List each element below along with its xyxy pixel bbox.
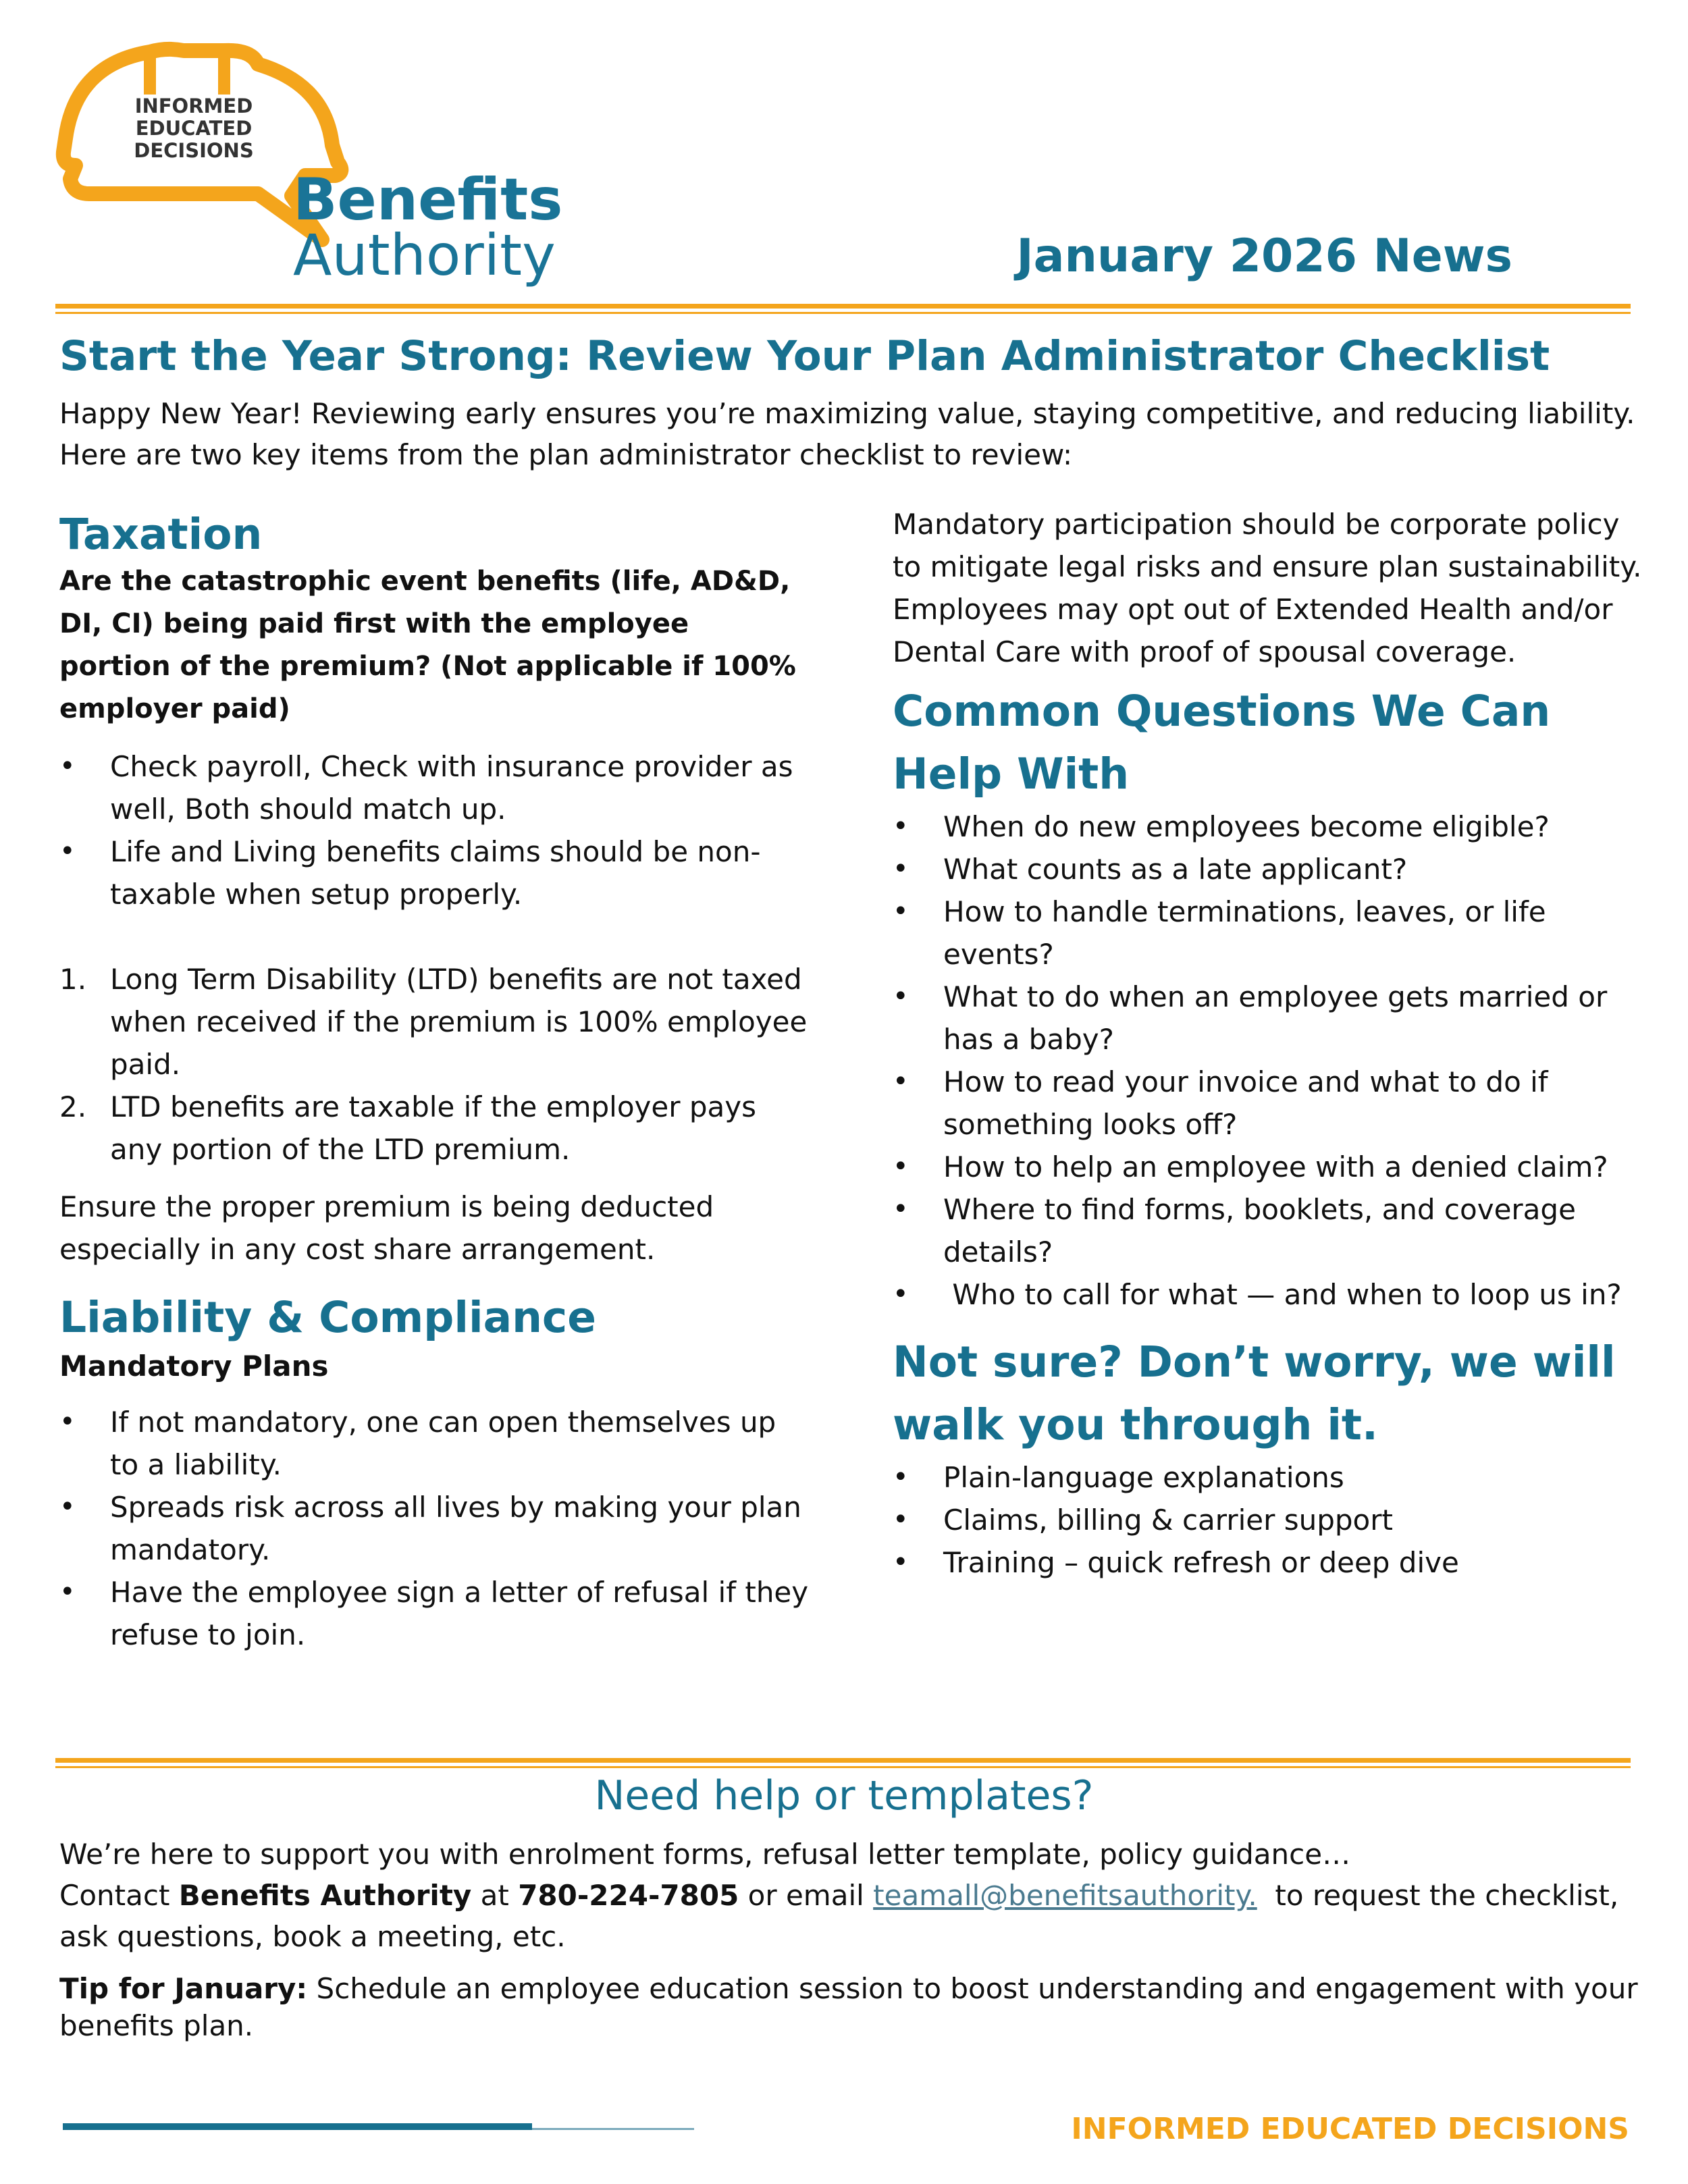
list-item [893,1456,1649,1499]
list-item [893,1541,1649,1584]
liability-heading: Liability & Compliance [59,1293,597,1342]
not-sure-list [893,1456,1649,1584]
bullet-marker: • [893,1547,909,1578]
bullet-marker: • [59,1491,76,1522]
liability-subheading: Mandatory Plans [59,1350,329,1383]
taxation-note: Ensure the proper premium is being deducted especially in any cost share arrangement. [59,1190,714,1266]
bullet-marker: • [893,981,909,1012]
list-item-text: How to help an employee with a denied claim? [943,1150,1608,1183]
tip-text: Schedule an employee education session to boost understanding and engagement with your benefits plan. [59,1972,1638,2042]
list-item [59,830,809,915]
help-title: Need help or templates? [594,1772,1094,1819]
list-item-text: Plain-language explanations [943,1461,1344,1494]
list-item-text: What to do when an employee gets married or has a baby? [943,980,1608,1056]
list-item-text: Spreads risk across all lives by making your plan mandatory. [110,1491,801,1566]
bullet-marker: • [893,1194,909,1225]
taxation-question: Are the catastrophic event benefits (life, AD&D, DI, CI) being paid first with the employee portion of the premium? (Not applicable if 100% employer paid) [59,566,796,724]
list-item-text: Check payroll, Check with insurance provider as well, Both should match up. [110,750,793,826]
list-item-text: Training – quick refresh or deep dive [943,1546,1459,1579]
common-questions-list [893,805,1649,1316]
list-item [59,745,809,830]
list-item [893,976,1649,1061]
list-item-text: Have the employee sign a letter of refusal if they refuse to join. [110,1576,809,1651]
list-item-text: Life and Living benefits claims should be non-taxable when setup properly. [110,835,761,911]
help-line: We’re here to support you with enrolment forms, refusal letter template, policy guidance… [59,1838,1351,1871]
list-item [59,1486,809,1571]
help-section [59,1834,1639,1957]
logo-tagline-2: EDUCATED [135,117,253,140]
taxation-numbered-list [59,958,809,1171]
bullet-marker: • [59,836,76,867]
footer-accent-bar [63,2123,532,2130]
bullet-marker: • [893,1066,909,1097]
contact-prefix: Contact [59,1879,179,1912]
company-name: Benefits Authority [178,1879,472,1912]
list-item-text: How to handle terminations, leaves, or life events? [943,895,1546,971]
taxation-heading: Taxation [59,510,263,559]
list-item-text: When do new employees become eligible? [943,810,1550,843]
benefits-authority-logo [55,37,596,287]
list-item [893,1188,1649,1273]
list-item [59,1571,809,1656]
help-divider [55,1758,1631,1768]
contact-suffix: to request the checklist, ask questions, book a meeting, etc. [59,1879,1628,1953]
list-item-text: Where to find forms, booklets, and coverage details? [943,1193,1576,1269]
header-divider [55,304,1631,314]
not-sure-heading: Not sure? Don’t worry, we will walk you through it. [893,1337,1616,1449]
bullet-marker: • [893,1504,909,1535]
bullet-marker: • [893,1151,909,1182]
list-item [893,1273,1649,1316]
logo-tagline-1: INFORMED [134,95,253,117]
contact-or-email: or email [739,1879,874,1912]
list-item-text: Claims, billing & carrier support [943,1503,1393,1537]
logo-graphic [55,37,596,287]
list-item [893,1499,1649,1541]
contact-line [59,1875,1639,1957]
participation-paragraph: Mandatory participation should be corporate policy to mitigate legal risks and ensure plan sustainability. Employees may opt out of Extended Health and/or Dental Care with proof of spousal coverage. [893,508,1642,668]
list-item-text: Long Term Disability (LTD) benefits are not taxed when received if the premium is 100% employee paid. [110,963,808,1081]
list-item [59,1401,809,1486]
list-item-text: LTD benefits are taxable if the employer pays any portion of the LTD premium. [110,1090,756,1166]
bullet-marker: • [59,751,76,782]
tip-paragraph [59,1970,1639,2044]
taxation-bullets [59,745,809,915]
email-link[interactable]: teamall@benefitsauthority. [873,1879,1257,1912]
list-item [893,1146,1649,1188]
phone-number: 780-224-7805 [518,1879,739,1912]
common-questions-heading: Common Questions We Can Help With [893,687,1551,799]
bullet-marker: • [893,853,909,884]
logo-tagline-3: DECISIONS [134,139,254,162]
list-item [893,805,1649,848]
logo-brand-authority: Authority [293,222,556,287]
bullet-marker: • [893,811,909,842]
right-column [893,503,1649,1584]
newsletter-title: January 2026 News [1016,230,1512,283]
intro-paragraph: Happy New Year! Reviewing early ensures you’re maximizing value, staying competitive, and reducing liability. Here are two key items from the plan administrator checklist to review: [59,397,1635,471]
logo-brand-benefits: Benefits [293,166,563,234]
list-item [59,1086,809,1171]
list-item [893,1061,1649,1146]
main-heading: Start the Year Strong: Review Your Plan Administrator Checklist [59,332,1550,380]
contact-at: at [471,1879,519,1912]
list-item-text: Who to call for what — and when to loop us in? [943,1278,1622,1311]
bullet-marker: • [893,1279,909,1310]
tip-label: Tip for January: [59,1972,308,2005]
list-item-text: What counts as a late applicant? [943,853,1408,886]
list-number: 1. [59,963,87,996]
liability-bullets [59,1401,809,1656]
bullet-marker: • [59,1576,76,1607]
list-item [893,848,1649,890]
bullet-marker: • [59,1406,76,1437]
list-item-text: How to read your invoice and what to do if something looks off? [943,1065,1548,1141]
list-item-text: If not mandatory, one can open themselves up to a liability. [110,1406,776,1481]
list-item [59,958,809,1086]
bullet-marker: • [893,896,909,927]
list-number: 2. [59,1090,87,1123]
footer-accent-line [532,2128,694,2130]
list-item [893,890,1649,976]
bullet-marker: • [893,1462,909,1493]
left-column [59,508,809,1656]
footer-tagline: INFORMED EDUCATED DECISIONS [1071,2112,1629,2146]
